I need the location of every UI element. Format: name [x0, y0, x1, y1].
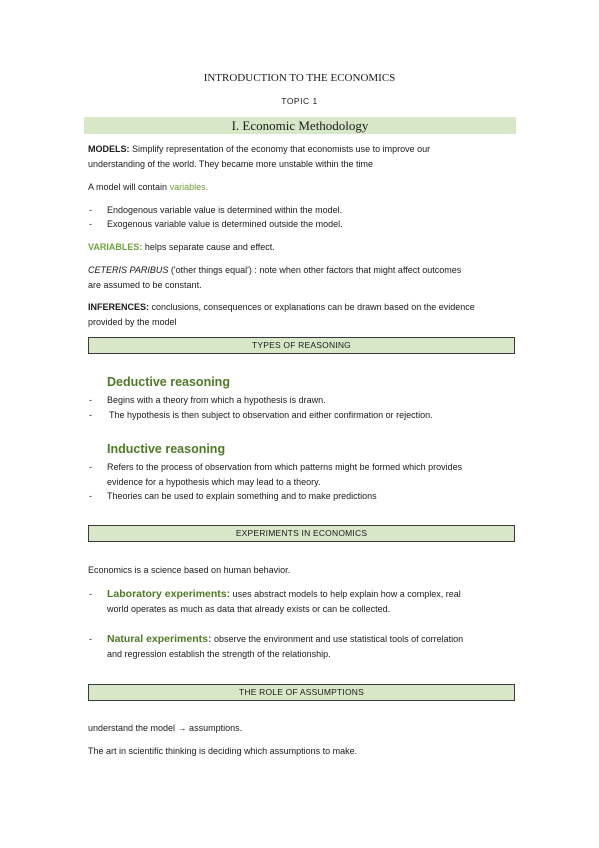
models-line1: Simplify representation of the economy that economists use to improve our [132, 144, 431, 154]
topic-label: TOPIC 1 [281, 96, 318, 106]
inductive-heading: Inductive reasoning [107, 442, 226, 456]
list-item: The hypothesis is then subject to observation and either confirmation or rejection. [109, 410, 433, 420]
section-header-reasoning: TYPES OF REASONING [88, 337, 515, 354]
list-item: Endogenous variable value is determined within the model. [107, 205, 343, 215]
bullet: - [89, 634, 92, 644]
ceteris-term: CETERIS PARIBUS [88, 265, 169, 275]
bullet: - [89, 219, 92, 229]
list-item: Exogenous variable value is determined outside the model. [107, 219, 343, 229]
inferences-term: INFERENCES: [88, 302, 150, 312]
deductive-heading: Deductive reasoning [107, 375, 230, 389]
list-item: Begins with a theory from which a hypothesis is drawn. [107, 395, 326, 405]
models-line2: understanding of the world. They became more unstable within the time [88, 159, 373, 169]
ceteris-paribus-paragraph: CETERIS PARIBUS ('other things equal') : note when other factors that might affect outcomes are assumed to be constant. [88, 265, 462, 290]
laboratory-experiments: Laboratory experiments: uses abstract models to help explain how a complex, real world operates as much as data that already exists or can be collected. [107, 588, 461, 614]
bullet: - [89, 395, 92, 405]
variables-intro: A model will contain variables. [88, 182, 209, 192]
natural-experiments: Natural experiments: observe the environment and use statistical tools of correlation and regression establish the strength of the relationship. [107, 633, 464, 659]
section-header-experiments: EXPERIMENTS IN ECONOMICS [88, 525, 515, 542]
experiments-intro: Economics is a science based on human behavior. [88, 565, 291, 575]
bullet: - [89, 491, 92, 501]
section-header-assumptions: THE ROLE OF ASSUMPTIONS [88, 684, 515, 701]
bullet: - [89, 205, 92, 215]
assumptions-line2: The art in scientific thinking is deciding which assumptions to make. [88, 746, 358, 756]
section-title-bar: I. Economic Methodology [84, 117, 516, 134]
variables-term: VARIABLES: [88, 242, 143, 252]
bullet: - [89, 589, 92, 599]
variables-highlight: variables. [169, 182, 209, 192]
inferences-paragraph: INFERENCES: conclusions, consequences or explanations can be drawn based on the evidence provided by the model [88, 302, 475, 327]
natural-term: Natural experiments: [107, 633, 212, 645]
list-item: Theories can be used to explain something and to make predictions [107, 491, 377, 501]
lab-term: Laboratory experiments: [107, 588, 231, 600]
bullet: - [89, 410, 92, 420]
variables-definition: VARIABLES: helps separate cause and effect. [88, 242, 275, 252]
bullet: - [89, 462, 92, 472]
models-paragraph [88, 142, 518, 172]
list-item: Refers to the process of observation from which patterns might be formed which provides evidence for a hypothesis which may lead to a theory. [107, 462, 463, 487]
models-term: MODELS: [88, 144, 130, 154]
document-title: INTRODUCTION TO THE ECONOMICS [203, 72, 396, 84]
assumptions-line1: understand the model → assumptions. [88, 723, 243, 733]
